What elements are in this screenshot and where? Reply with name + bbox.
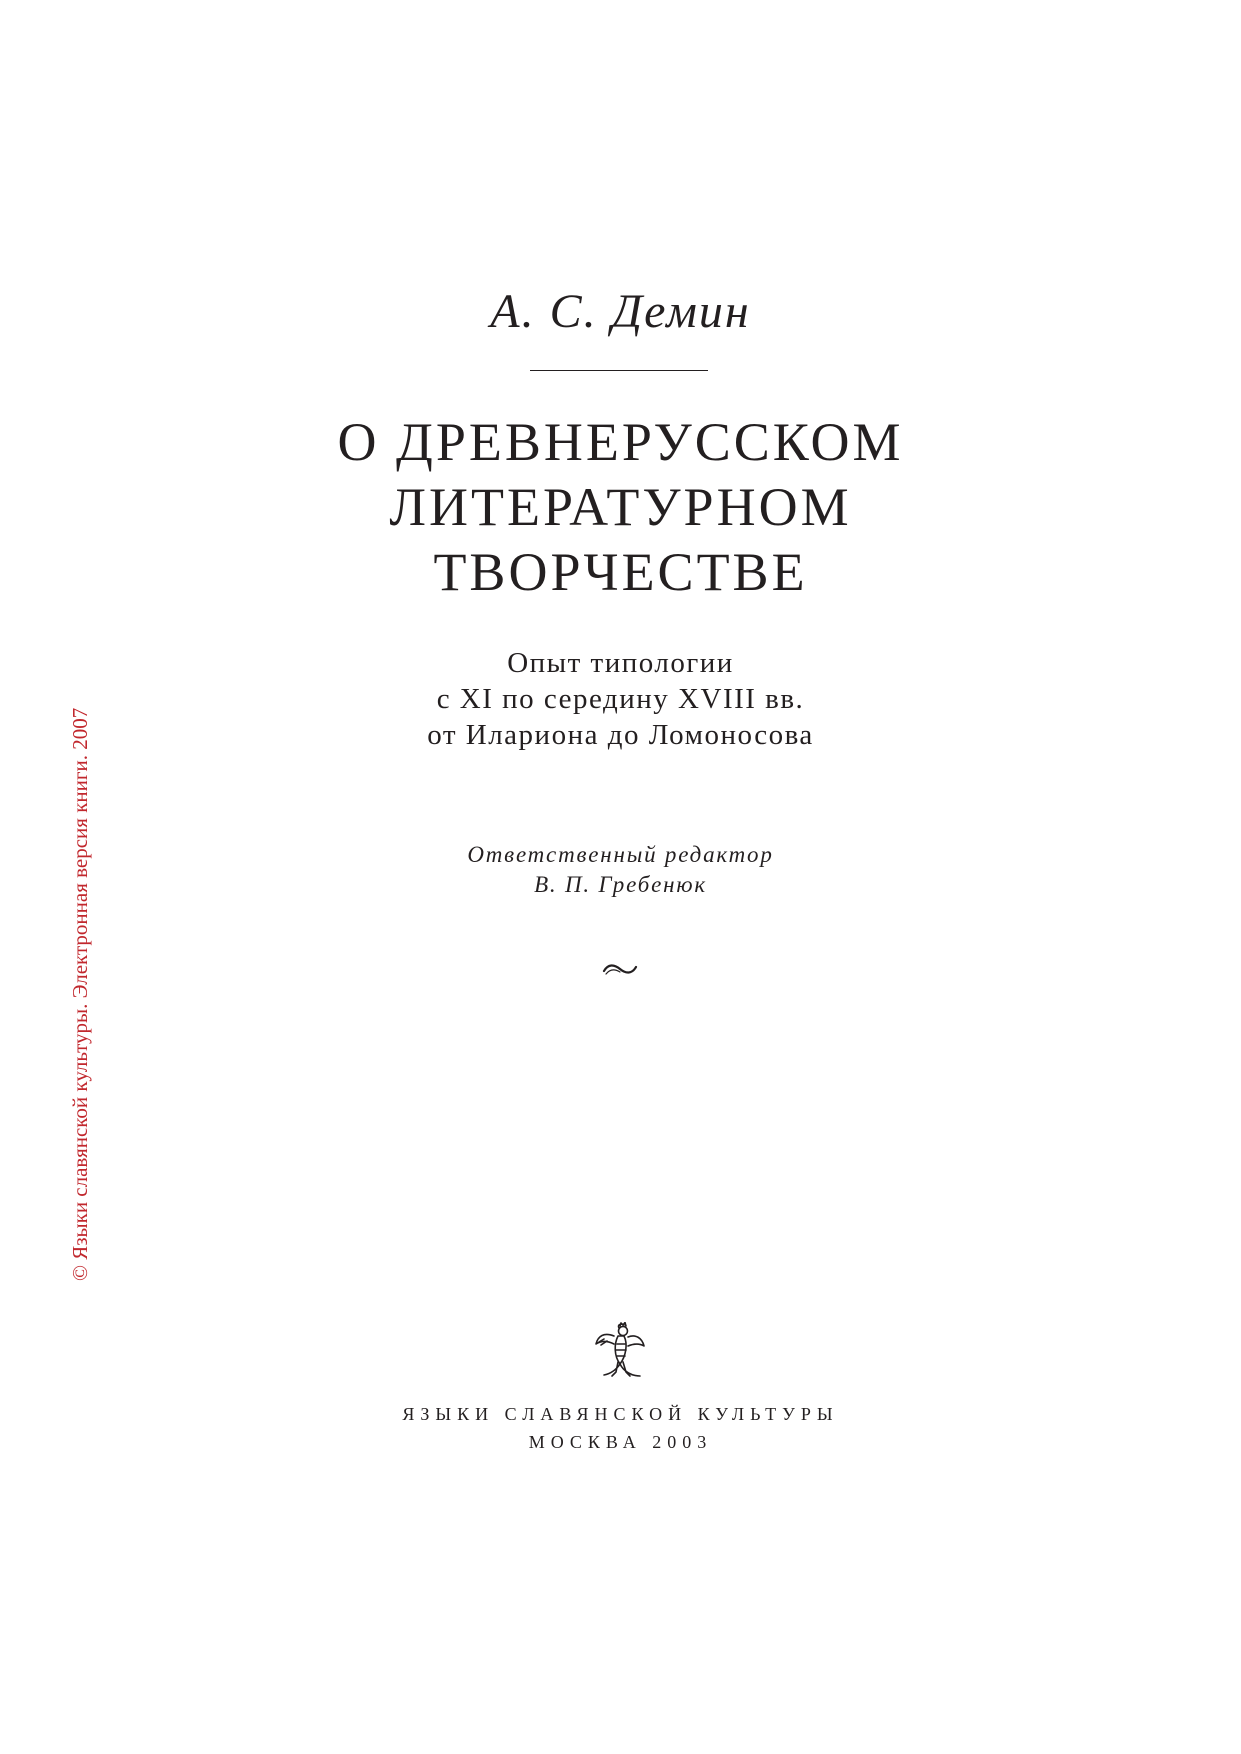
publisher-bird-logo — [590, 1322, 652, 1384]
subtitle-line-2: с XI по середину XVIII вв. — [436, 683, 805, 715]
editor-role: Ответственный редактор — [467, 842, 774, 867]
publisher-city-year: МОСКВА 2003 — [528, 1432, 713, 1452]
editor-block — [0, 840, 1241, 900]
tilde-ornament-icon — [602, 960, 638, 978]
editor-name: В. П. Гребенюк — [534, 872, 707, 897]
title-line-3: ТВОРЧЕСТВЕ — [433, 542, 808, 602]
subtitle-line-3: от Илариона до Ломоносова — [427, 719, 814, 751]
publisher-name: ЯЗЫКИ СЛАВЯНСКОЙ КУЛЬТУРЫ — [402, 1404, 839, 1424]
author-divider — [530, 370, 708, 371]
subtitle-line-1: Опыт типологии — [507, 647, 734, 679]
title-line-2: ЛИТЕРАТУРНОМ — [389, 477, 852, 537]
book-title — [0, 410, 1241, 605]
publisher-block — [0, 1400, 1241, 1456]
title-line-1: О ДРЕВНЕРУССКОМ — [337, 412, 904, 472]
side-copyright-note: © Языки славянской культуры. Электронная версия книги. 2007 — [68, 707, 92, 1281]
book-author: А. С. Демин — [490, 285, 751, 338]
book-subtitle — [0, 645, 1241, 753]
